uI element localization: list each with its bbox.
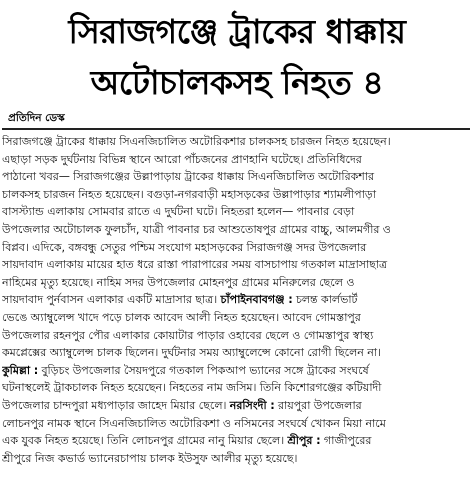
article-body — [2, 133, 470, 487]
article-line — [2, 327, 470, 345]
byline-divider — [2, 128, 470, 130]
article-line — [2, 309, 470, 327]
dateline-location: কুমিল্লা : — [2, 363, 39, 377]
article-line — [2, 168, 470, 186]
article-text: উপজেলার রহনপুর পৌর এলাকার কোয়াটার পাড়ার ওহাবের ছেলে ও গোমস্তাপুর স্বাস্থ্য — [2, 328, 374, 342]
article-line — [2, 221, 470, 239]
article-line — [2, 344, 470, 362]
headline-line-1: সিরাজগঞ্জে ট্রাকের ধাক্কায় — [68, 12, 406, 51]
article-text: শ্রীপুরে নিজ কভার্ড ভ্যানেরচাপায় চালক ইউসুফ আলীর মৃত্যু হয়েছে। — [2, 451, 298, 465]
article-text: নাহিমের মৃত্যু হয়েছে। নাহিম সদর উপজেলার মোহনপুর গ্রামের মনিরুলের ছেলে ও — [2, 275, 355, 289]
byline: প্রতিদিন ডেস্ক — [8, 112, 65, 124]
article-text: চলন্ত কার্লভার্ট — [292, 293, 358, 307]
article-line — [2, 362, 470, 380]
article-text: গাজীপুরের — [320, 434, 372, 448]
article-text: উপজেলার অটোচালক ফুলচাঁদ, যাত্রী পাবনার চর আশুতোষপুর গ্রামের বাচ্চু, আলমগীর ও — [2, 222, 391, 236]
dateline-location: নরসিংদী : — [229, 398, 275, 412]
article-line — [2, 186, 470, 204]
article-line — [2, 203, 470, 221]
dateline-location: শ্রীপুর : — [287, 434, 321, 448]
article-text: সায়দাবাদ এলাকায় মায়ের হাত ধরে রাস্তা পারাপারের সময় বাসচাপায় গতকাল মাদ্রাসাছাত্র — [2, 258, 388, 272]
article-line — [2, 291, 470, 309]
article-line — [2, 415, 470, 433]
article-line — [2, 432, 470, 450]
article-text: লোচনপুর নামক স্থানে সিএনজিচালিত অটোরিকশা ও নসিমনের সংঘর্ষে খোকন মিয়া নামে — [2, 416, 386, 430]
article-text: বাসস্ট্যান্ড এলাকায় সোমবার রাতে এ দুর্ঘটনা ঘটে। নিহতরা হলেন— পাবনার বেড়া — [2, 205, 355, 219]
article-line — [2, 397, 470, 415]
article-line — [2, 256, 470, 274]
article-text: চালকসহ চারজন নিহত হয়েছেন। বগুড়া-নগরবাড়ী মহাসড়কের উল্লাপাড়ার শ্যামলীপাড়া — [2, 187, 376, 201]
article-text: উপজেলার চান্দপুরা মধ্যপাড়ার জাহেদ মিয়ার ছেলে। — [2, 398, 230, 412]
article-text: এছাড়া সড়ক দুর্ঘটনায় বিভিন্ন স্থানে আরো পাঁচজনের প্রাণহানি ঘটেছে। প্রতিনিধিদের — [2, 152, 362, 166]
article-text: ভেঙে অ্যাম্বুলেন্স খাদে পড়ে চালক আবেদ আলী নিহত হয়েছেন। আবেদ গোমস্তাপুর — [2, 310, 361, 324]
article-text: কমপ্লেক্সের অ্যাম্বুলেন্স চালক ছিলেন। দুর্ঘটনার সময় অ্যাম্বুলেন্সে কোনো রোগী ছিলেন না। — [2, 346, 381, 360]
article-text: সিরাজগঞ্জে ট্রাকের ধাক্কায় সিএনজিচালিত অটোরিকশার চালকসহ চারজন নিহত হয়েছেন। — [2, 135, 391, 148]
article-text: বুড়িচং উপজেলার সৈয়দপুরে গতকাল পিকআপ ভ্যানের সঙ্গে ট্রাকের সংঘর্ষে — [38, 363, 369, 377]
article-text: পাঠানো খবর— সিরাজগঞ্জের উল্লাপাড়ায় ট্রাকের ধাক্কায় সিএনজিচালিত অটোরিকশার — [2, 170, 374, 184]
article-line — [2, 151, 470, 169]
dateline-location: চাঁপাইনবাবগঞ্জ : — [220, 293, 293, 307]
article-text: এক যুবক নিহত হয়েছে। তিনি লোচনপুর গ্রামের নানু মিয়ার ছেলে। — [2, 434, 288, 448]
article-text: ঘটনাস্থলেই ট্রাকচালক নিহত হয়েছেন। নিহতের নাম জসিম। তিনি কিশোরগঞ্জের কটিয়াদী — [2, 381, 382, 395]
article-line — [2, 274, 470, 292]
article-text: রায়পুরা উপজেলার — [274, 398, 362, 412]
article-text: বিপ্লব। এদিকে, বঙ্গবন্ধু সেতুর পশ্চিম সংযোগ মহাসড়কের সিরাজগঞ্জ সদর উপজেলার — [2, 240, 367, 254]
headline-line-2: অটোচালকসহ নিহত ৪ — [90, 63, 384, 102]
article-line — [2, 133, 470, 151]
article-text: সায়দাবাদ পুর্নবাসন এলাকার একটি মাদ্রাসার ছাত্র। — [2, 293, 221, 307]
article-line — [2, 379, 470, 397]
article-line — [2, 450, 470, 468]
article-line — [2, 239, 470, 257]
